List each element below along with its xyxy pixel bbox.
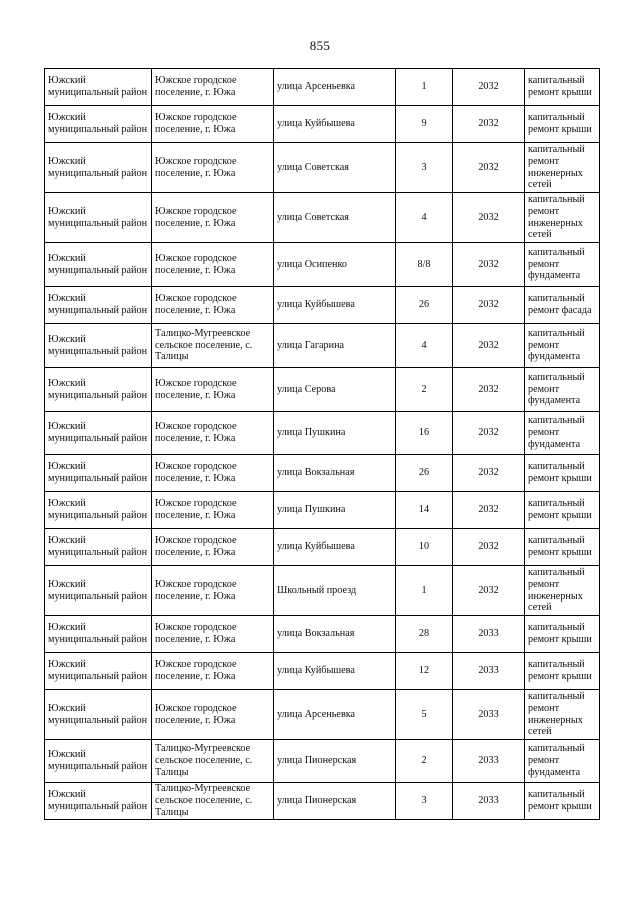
house-number-cell: 3: [396, 143, 453, 193]
street-cell: Школьный проезд: [274, 566, 396, 616]
district-cell: Южский муниципальный район: [45, 193, 152, 243]
house-number-cell: 26: [396, 287, 453, 324]
work-type-cell: капитальный ремонт инженерных сетей: [525, 690, 600, 740]
work-type-cell: капитальный ремонт крыши: [525, 616, 600, 653]
table-row: [45, 243, 600, 287]
year-cell: 2032: [453, 412, 525, 455]
year-cell: 2032: [453, 243, 525, 287]
district-cell: Южский муниципальный район: [45, 69, 152, 106]
work-type-cell: капитальный ремонт фундамента: [525, 740, 600, 783]
settlement-cell: Южское городское поселение, г. Южа: [152, 69, 274, 106]
settlement-cell: Талицко-Мугреевское сельское поселение, с. Талицы: [152, 783, 274, 820]
table-row: [45, 529, 600, 566]
year-cell: 2033: [453, 690, 525, 740]
work-type-cell: капитальный ремонт крыши: [525, 653, 600, 690]
table-row: [45, 653, 600, 690]
year-cell: 2033: [453, 740, 525, 783]
settlement-cell: Южское городское поселение, г. Южа: [152, 616, 274, 653]
year-cell: 2033: [453, 653, 525, 690]
street-cell: улица Вокзальная: [274, 455, 396, 492]
district-cell: Южский муниципальный район: [45, 783, 152, 820]
district-cell: Южский муниципальный район: [45, 616, 152, 653]
house-number-cell: 2: [396, 368, 453, 412]
work-type-cell: капитальный ремонт фундамента: [525, 412, 600, 455]
house-number-cell: 5: [396, 690, 453, 740]
house-number-cell: 14: [396, 492, 453, 529]
street-cell: улица Осипенко: [274, 243, 396, 287]
street-cell: улица Вокзальная: [274, 616, 396, 653]
table-row: [45, 690, 600, 740]
house-number-cell: 1: [396, 69, 453, 106]
district-cell: Южский муниципальный район: [45, 143, 152, 193]
settlement-cell: Южское городское поселение, г. Южа: [152, 193, 274, 243]
work-type-cell: капитальный ремонт фундамента: [525, 243, 600, 287]
house-number-cell: 28: [396, 616, 453, 653]
year-cell: 2032: [453, 324, 525, 368]
settlement-cell: Южское городское поселение, г. Южа: [152, 653, 274, 690]
house-number-cell: 4: [396, 324, 453, 368]
works-table-body: [45, 69, 600, 820]
settlement-cell: Талицко-Мугреевское сельское поселение, с. Талицы: [152, 740, 274, 783]
table-row: [45, 492, 600, 529]
street-cell: улица Куйбышева: [274, 106, 396, 143]
district-cell: Южский муниципальный район: [45, 529, 152, 566]
house-number-cell: 12: [396, 653, 453, 690]
year-cell: 2032: [453, 566, 525, 616]
house-number-cell: 9: [396, 106, 453, 143]
work-type-cell: капитальный ремонт крыши: [525, 492, 600, 529]
street-cell: улица Советская: [274, 193, 396, 243]
year-cell: 2032: [453, 455, 525, 492]
work-type-cell: капитальный ремонт крыши: [525, 69, 600, 106]
district-cell: Южский муниципальный район: [45, 368, 152, 412]
page-number: 855: [309, 38, 331, 53]
table-row: [45, 616, 600, 653]
district-cell: Южский муниципальный район: [45, 690, 152, 740]
district-cell: Южский муниципальный район: [45, 324, 152, 368]
settlement-cell: Талицко-Мугреевское сельское поселение, с. Талицы: [152, 324, 274, 368]
table-row: [45, 740, 600, 783]
settlement-cell: Южское городское поселение, г. Южа: [152, 455, 274, 492]
house-number-cell: 3: [396, 783, 453, 820]
table-row: [45, 69, 600, 106]
house-number-cell: 1: [396, 566, 453, 616]
work-type-cell: капитальный ремонт крыши: [525, 529, 600, 566]
work-type-cell: капитальный ремонт крыши: [525, 106, 600, 143]
works-table: [44, 68, 600, 820]
year-cell: 2032: [453, 143, 525, 193]
street-cell: улица Пионерская: [274, 783, 396, 820]
street-cell: улица Пушкина: [274, 412, 396, 455]
year-cell: 2032: [453, 193, 525, 243]
settlement-cell: Южское городское поселение, г. Южа: [152, 106, 274, 143]
district-cell: Южский муниципальный район: [45, 740, 152, 783]
work-type-cell: капитальный ремонт фасада: [525, 287, 600, 324]
table-row: [45, 412, 600, 455]
table-row: [45, 566, 600, 616]
work-type-cell: капитальный ремонт инженерных сетей: [525, 193, 600, 243]
street-cell: улица Куйбышева: [274, 287, 396, 324]
table-row: [45, 143, 600, 193]
house-number-cell: 4: [396, 193, 453, 243]
street-cell: улица Гагарина: [274, 324, 396, 368]
district-cell: Южский муниципальный район: [45, 653, 152, 690]
settlement-cell: Южское городское поселение, г. Южа: [152, 243, 274, 287]
district-cell: Южский муниципальный район: [45, 106, 152, 143]
district-cell: Южский муниципальный район: [45, 455, 152, 492]
year-cell: 2032: [453, 368, 525, 412]
table-row: [45, 324, 600, 368]
street-cell: улица Куйбышева: [274, 529, 396, 566]
street-cell: улица Серова: [274, 368, 396, 412]
street-cell: улица Арсеньевка: [274, 690, 396, 740]
district-cell: Южский муниципальный район: [45, 566, 152, 616]
house-number-cell: 2: [396, 740, 453, 783]
settlement-cell: Южское городское поселение, г. Южа: [152, 287, 274, 324]
year-cell: 2032: [453, 287, 525, 324]
work-type-cell: капитальный ремонт инженерных сетей: [525, 143, 600, 193]
table-row: [45, 287, 600, 324]
street-cell: улица Пионерская: [274, 740, 396, 783]
table-row: [45, 106, 600, 143]
work-type-cell: капитальный ремонт инженерных сетей: [525, 566, 600, 616]
district-cell: Южский муниципальный район: [45, 412, 152, 455]
district-cell: Южский муниципальный район: [45, 243, 152, 287]
house-number-cell: 26: [396, 455, 453, 492]
work-type-cell: капитальный ремонт крыши: [525, 455, 600, 492]
street-cell: улица Куйбышева: [274, 653, 396, 690]
year-cell: 2033: [453, 783, 525, 820]
table-row: [45, 783, 600, 820]
street-cell: улица Пушкина: [274, 492, 396, 529]
settlement-cell: Южское городское поселение, г. Южа: [152, 690, 274, 740]
street-cell: улица Арсеньевка: [274, 69, 396, 106]
house-number-cell: 16: [396, 412, 453, 455]
street-cell: улица Советская: [274, 143, 396, 193]
table-row: [45, 455, 600, 492]
settlement-cell: Южское городское поселение, г. Южа: [152, 412, 274, 455]
year-cell: 2032: [453, 69, 525, 106]
table-row: [45, 193, 600, 243]
year-cell: 2032: [453, 529, 525, 566]
settlement-cell: Южское городское поселение, г. Южа: [152, 492, 274, 529]
settlement-cell: Южское городское поселение, г. Южа: [152, 368, 274, 412]
year-cell: 2033: [453, 616, 525, 653]
house-number-cell: 10: [396, 529, 453, 566]
district-cell: Южский муниципальный район: [45, 492, 152, 529]
work-type-cell: капитальный ремонт фундамента: [525, 324, 600, 368]
settlement-cell: Южское городское поселение, г. Южа: [152, 143, 274, 193]
year-cell: 2032: [453, 106, 525, 143]
table-row: [45, 368, 600, 412]
district-cell: Южский муниципальный район: [45, 287, 152, 324]
house-number-cell: 8/8: [396, 243, 453, 287]
work-type-cell: капитальный ремонт фундамента: [525, 368, 600, 412]
work-type-cell: капитальный ремонт крыши: [525, 783, 600, 820]
settlement-cell: Южское городское поселение, г. Южа: [152, 566, 274, 616]
settlement-cell: Южское городское поселение, г. Южа: [152, 529, 274, 566]
year-cell: 2032: [453, 492, 525, 529]
